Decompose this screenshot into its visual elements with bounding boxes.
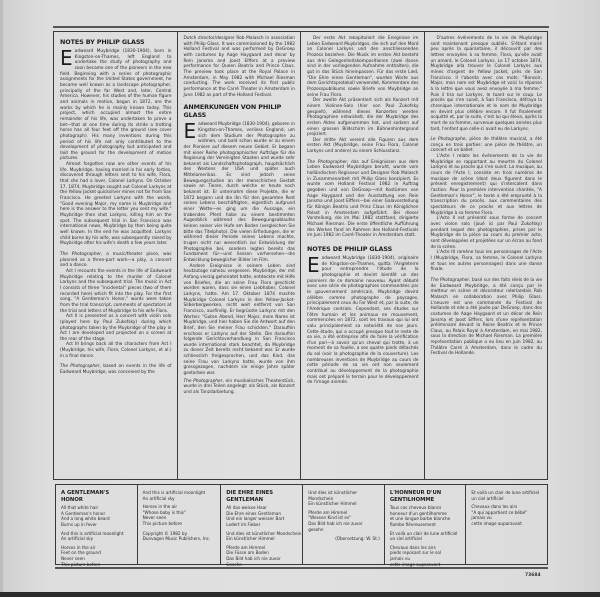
paragraph: Eadweard Muybridge (1830-1904), born in Kingston-on-Thames, left England to undertake the study of photography and soon became one of the pioneers in the new field. Beginning with a series of photographic assignments for the United States government, he became well known as a landscape photographer, principally of the far West and, later, Central America. However, his studies of the human figure and animals in motion, begun in 1872, are the works by which he is mainly known today. This project, which occupied almost the entire remainder of his life, was undertaken to prove a bet—that at one time during its stride a trotting horse has all four feet off the ground (see cover photograph). His many inventions during this period of his life not only contributed to the development of photography but anticipated and laid the ground for the development of motion pictures. — [60, 46, 172, 162]
stanza: Und dies ist künstlicher Mondschein Ein künstlicher Himmel — [226, 530, 302, 542]
stanza: Chevaux dans les airs "A qui appartient ce bébé" jamais vu cette image auparavant — [471, 504, 528, 526]
paragraph: Eadweard Muybridge (1830-1904), originaire de Kingston-on-Thames, quitta l'Angleterre pour entreprendre l'étude de la photographie et devint bientôt un des pionniers de ce domaine nouveau. Ayant débuté avec une série de photographies commandées par le gouvernement américain, Muybridge devint célèbre comme photographe de paysages, principalement ceux du Far West et, par la suite, de l'Amérique centrale. Cependant, ses études sur l'être humain et les animaux en mouvement, commencées en 1872, sont les travaux qui lui ont valu principalement sa notoriété de nos jours. Cette étude, qui a occupé presque tout le reste de sa vie, a été entreprise afin de faire la vérification d'un pari—à savoir qu'un cheval qui trotte, à un moment de sa foulée, a ses quatre pieds détachés du sol (voir la photographie de la couverture). Les nombreuses inventions de Muybridge au cours de cette période de sa vie ont non seulement contribué au développement de la photographie mais ont préparé le terrain pour le développement de l'image animée. — [307, 252, 419, 386]
paragraph: The Photographer, das auf Ereignissen aus dem Leben Eadweard Muybridges beruht, wurde vom holländischen Regisseur und Designer Rob Malasch in Zusammenarbeit mit Philip Glass konzipiert. Es wurde vom Holland Festival 1982 in Auftrag gegeben und von DeGroep—mit Kostümen von Aage Haygaard und der Ausstattung von Rein Jansma und Joost Elffers—bei einer Galavorstellung für Königin Beatrix und Prinz Claus im Königlichen Palast in Amsterdam aufgeführt. Bei dieser Vorstellung, die im Mai 1982 stattfand, dirigierte Michael Riesman. Die erste öffentliche Aufführung des Werkes fand im Rahmen des Holland-Festivals im Juni 1982 im Carré-Theater in Amsterdam statt. — [307, 159, 419, 239]
paragraph: The Photographer, ein musikalisches Theaterstück, wurde in drei Teilen angelegt: als Stück, als Konzert und als Tanzdarbietung. — [183, 378, 295, 396]
stanza: Tous ces cheveux blancs honneur d'un gentilhomme et une longue barbe blanche flambe fiévreusement — [389, 505, 451, 527]
notes-frame — [53, 31, 548, 480]
translation-credit: (Übersetzung: W. St.) — [335, 536, 380, 542]
stanza: Und dies ist künstlicher Mondschein Ein künstlicher Himmel — [308, 490, 358, 507]
stanza: Et voilà un clair de lune artificiel un ciel artificiel — [389, 530, 458, 542]
paragraph: The Photographer, basé sur des faits réels de la vie de Eadweard Muybridge, a été conçu par le metteur en scène et décorateur néerlandais Rob Malasch en collaboration avec Philip Glass. L'oeuvre est une commande du Festival de Hollande et elle a été jouée par DeGroep, dans des costumes de Aage Haygaard et un décor de Rein Jansma et Joost Elffers, lors d'une représentation préliminaire devant la Reine Beatrix et le Prince Claus, au Palais Royal à Amsterdam, en mai 1982, sous la direction de Michael Riesman. La première représentation publique a eu lieu en juin 1982, au Théâtre Carré à Amsterdam, dans le cadre du Festival de Hollande. — [430, 277, 543, 357]
paragraph: L'Acte III ramène tous les personnages de l'Acte I (Muybridge, Flora, sa femme, le Colonel Larkyns et tous les autres personnages) dans une danse finale. — [430, 250, 542, 273]
drop-cap: E — [183, 119, 197, 144]
stanza: Horses in the air Feet on the ground Never seen This picture before — [61, 544, 101, 567]
stanza: Pferde am Himmel Die Füsse am Boden Das Bild hab ich nie zuvor Gesehn — [226, 544, 281, 567]
paragraph: Le Photographe, pièce de théâtre musical, a été conçu en trois parties: une pièce de théâtre, un concert et un ballet. — [430, 137, 542, 154]
lyrics-title-german: DIE EHRE EINES GENTLEMAN — [226, 490, 274, 503]
paragraph: L'Acte II est présenté sous forme de concert avec violon solo (joué ici par Paul Zukofsky) pendant lequel des photographies, prises par le Muybridge de la pièce au cours du premier acte, sont développées et projetées sur un écran au fond de la scène. — [430, 216, 542, 250]
stanza: All that white hair A Gentleman's honor And a long white beard Burns up in fever — [61, 505, 110, 527]
lyrics-title-english: A GENTLEMAN'S HONOR — [61, 490, 110, 503]
bottom-rule — [55, 567, 548, 569]
paragraph: Eadweard Muybridge (1830-1904), geboren in Kingston-on-Thames, verliess England, um sich dem Studium der Photographie zu widmen, und bald schon wurde er zu einem der Pioniere auf diesem neuen Gebiet. Er begann mit einer Reihe photographischer Aufträge für die Regierung der Vereinigten Staaten und wurde sehr bekannt als Landschaftsphotograph, hauptsächlich des Westens der USA und später auch Mittelamerikas. Es sind jedoch seine Bewegungsstudien an der menschlichen Gestalt sowie an Tieren, durch welche er heute noch bekannt ist. Er unternahm diese Projekte, die er 1872 begann und die ihn für den gesamten Rest seines Lebens beschäftigten, eigentlich aufgrund einer Wette—es ging um die Aussage, ein trabendes Pferd habe zu einem bestimmten Augenblick während des Bewegungsablaufes keinen seiner vier Hufe am Boden (vergleichen Sie bitte das Titelphoto). Die vielen Erfindungen, die er während dieser Periode seines Lebens machte, trugen nicht nur wesentlich zur Entwicklung der Photographie bei, sondern legten bereits das Fundament für—und liessen vorhersehen—die Entwicklung beweglicher Bilder im Film. — [183, 119, 295, 263]
paragraph: D'autres événements de la vie de Muybridge sont maintenant presque oubliés. S'étant marié peu après la quarantaine, il découvrit par des lettres envoyées à sa femme, Flora, qu'elle avait un amant, le Colonel Larkyns. Le 17 octobre 1874, Muybridge alla trouver le Colonel Larkyns aux mines d'argent de Yellow Jacket, près de San Francisco. Il l'aborda avec ces mots: "Bonsoir, Major, mon nom est Muybridge et voici la réponse à la lettre que vous avez envoyée à ma femme." Puis il tira sur Larkyns, le tuant sur le coup. Le procès qui s'en suivit, à San Francisco, défraya la chronique internationale et le nom de Muybridge en devint plus célèbre encore. Il fut finalement acquitté et, par la suite, c'est lui qui éleva, après la mort de sa femme, survenue quelques années plus tard, l'enfant que celle-ci avait eu de Larkyns. — [430, 36, 542, 132]
lyrics-english — [56, 485, 137, 567]
stanza: Et voilà un clair de lune artificiel un ciel artificiel — [471, 490, 540, 501]
lyrics-german-continued — [302, 485, 384, 564]
paragraph: Der dritte Akt vereint alle Figuren aus dem ersten Akt (Muybridge, seine Frau Flora, Colonel Larkyns und andere) zu einem Schlusstanz. — [307, 137, 419, 155]
column-french-notes — [424, 32, 548, 479]
stanza: Chevaux dans les airs pieds reposant sur le sol jamais vu cette image auparavant — [389, 544, 442, 567]
column-english-german-notes — [177, 32, 301, 479]
paragraph: Act I recounts the events in the life of Eadweard Muybridge relating to the murder of Colonel Larkyns and the subsequent trial. The music in Act I consists of three "incidental" pieces (two of them recorded here) which fit into the play. For the first song, "A Gentleman's Honor," words were taken from the trial transcript, comments of spectators at the trial and letters of Muybridge to his wife Flora. — [60, 268, 172, 314]
column-english-notes — [54, 32, 177, 479]
copyright-notice: Copyright © 1982 by Dunvagen Music Publishers, Inc. — [142, 530, 211, 542]
paragraph: Der erste Akt rekapituliert die Ereignisse im Leben Eadweard Muybridges, die sich auf den Mord an Colonel Larkyns und den anschliessenden Prozess beziehen. Die Musik im ersten Akt besteht aus drei Gelegenheitskompositionen (zwei davon sind in der vorliegenden Aufnahme enthalten), die gut in das Stück hineinpassen. Für das erste Lied, "Die Ehre eines Gentleman", wurden Worte aus dem Gerichtsprotokoll verwendet, Kommentare des Prozesspublikums sowie Briefe von Muybridge an seine Frau Flora. — [307, 36, 419, 98]
paragraph: Der zweite Akt präsentiert sich als Konzert mit einem Violinen-Solo (hier von Paul Zukofsky gespielt), während dieses Konzertes werden Photographien entwickelt, die der Muybridge des ersten Aktes aufgenommen hat, und sodann auf einen grossen Bildschirm im Bühnenhintergrund projiziert. — [307, 98, 419, 138]
stanza: Pferde am Himmel "Wessen Kind ist es" Das Bild hab ich nie zuvor gesehn — [308, 509, 363, 532]
column-german-french-notes — [300, 32, 424, 479]
stanza: All das weisse Haar Die Ehre eines Gentleman Und ein langer weisser Bart Lodert im Fieber — [226, 505, 285, 527]
stanza: Horses in the air "Whose baby is this" Never seen This picture before — [142, 504, 186, 526]
heading-notes-english: NOTES BY PHILIP GLASS — [60, 38, 145, 46]
stanza: And this is artificial moonlight An artificial sky — [61, 530, 124, 542]
lyrics-french-continued — [465, 485, 547, 564]
stanza: And this is artificial moonlight An artificial sky — [142, 490, 206, 501]
paragraph: Almost forgotten now are other events of his life. Muybridge, having married in his early forties, discovered through letters sent to his wife, Flora, that she had a lover, Colonel Larkyns. On October 17, 1874, Muybridge sought out Colonel Larkyns at the Yellow Jacket quicksilver mines not far from San Francisco. He greeted Larkyns with the words, "Good evening Major, my name is Muybridge and here is the answer to the letter you sent my wife." Muybridge then shot Larkyns, killing him on the spot. The subsequent trial in San Francisco was international news, Muybridge by then being quite well known. In the end he was acquitted. Larkyns child borne by his wife, was subsequently raised by Muybridge after his wife's death a few years later. — [60, 162, 172, 247]
lyrics-french — [384, 485, 466, 567]
paragraph: The Photographer, a music/theater piece, was planned as a three-part work—a play, a concert and a dance. — [60, 251, 172, 269]
drop-cap: E — [307, 252, 320, 277]
lyrics-english-continued — [137, 485, 221, 564]
heading-notes-german: ANMERKUNGEN VON PHILIP GLASS — [183, 103, 282, 120]
paragraph: Andere Ereignisse in seinem Leben sind heutzutage nahezu vergessen. Muybridge, der mit Anfang vierzig geheiratet hatte, entdeckte mit Hilfe von Briefen, die an seine Frau Flora geschickt worden waren, dass sie einen Liebhaber, Colonel Larkyns, hatte. Am 17. Oktober 1874 machte Muybridge Colonel Larkyns in den Yellow-Jacket-Silberbergwerken, nicht weit entfernt von San Francisco, ausfindig. Er begrüsste Larkyns mit den Worten: "Guten Abend, Herr Major, mein Name ist Muybridge, und hier haben Sie die Antwort auf den Brief, den Sie meiner Frau schickten." Daraufhin erschoss er Larkyns auf der Stelle. Die daraufhin folgende Gerichtsverhandlung in San Francisco wurde international stark beachtet, da Muybridge zu dieser Zeit bereits recht bekannt war. Er wurde schliesslich freigesprochen, und das Kind, das seine Frau von Larkyns hatte, wurde von ihm grossgezogen, nachdem sie einige Jahre später gestorben war. — [183, 263, 295, 377]
catalog-number: 73684 — [525, 573, 541, 578]
lyrics-frame — [55, 484, 548, 565]
paragraph: Act III brings back all the characters from Act I (Muybridge, his wife, Flora, Colonel Larkyns, et al.) in a final dance. — [60, 342, 172, 359]
top-rule — [53, 26, 549, 28]
scan-edge — [0, 0, 3, 597]
lyrics-title-french: L'HONNEUR D'UN GENTILHOMME — [389, 490, 442, 503]
paragraph: Act II is presented as a concert with violin solo (played here by Paul Zukofsky) during which photographs taken by the Muybridge of the play in Act I are developed and projected on a screen at the rear of the stage. — [60, 314, 172, 342]
paragraph: Dutch director/designer Rob Malasch in association with Philip Glass. It was commissioned by the 1982 Holland Festival and was performed by DeGroep with costumes by Aage Haygaard and decor by Rein Jansma and Joost Elffers at a preview performance for Queen Beatrix and Prince Claus. The preview took place at the Royal Palace in Amsterdam, in May 1982 with Michael Riesman conducting. The work received its first public performance at the Carré Theater in Amsterdam in June 1982 as part of the Holland Festival. — [183, 36, 295, 98]
heading-notes-french: NOTES DE PHILIP GLASS — [307, 244, 393, 253]
scan-edge-bottom — [0, 592, 600, 597]
drop-cap: E — [60, 46, 73, 70]
paragraph: L'Acte I relate les événements de la vie de Muybridge se rapportant au meurtre du Colonel Larkyns et au procès qui s'en suivit. La musique, au cours de l'Acte I, consiste en trois numéros de musique de scène (dont deux figurent dans le présent enregistrement) qui s'intercalent dans l'action. Pour la première intervention chantée, "A Gentleman's Honor", le texte a été emprunté à la transcription du procès, aux commentaires des spectateurs de ce procès et aux lettres de Muybridge à sa femme Flora. — [430, 154, 542, 216]
paragraph: The Photographer, based on events in the life of Eadweard Muybridge, was conceived by the — [60, 364, 172, 376]
lyrics-german — [220, 485, 302, 567]
